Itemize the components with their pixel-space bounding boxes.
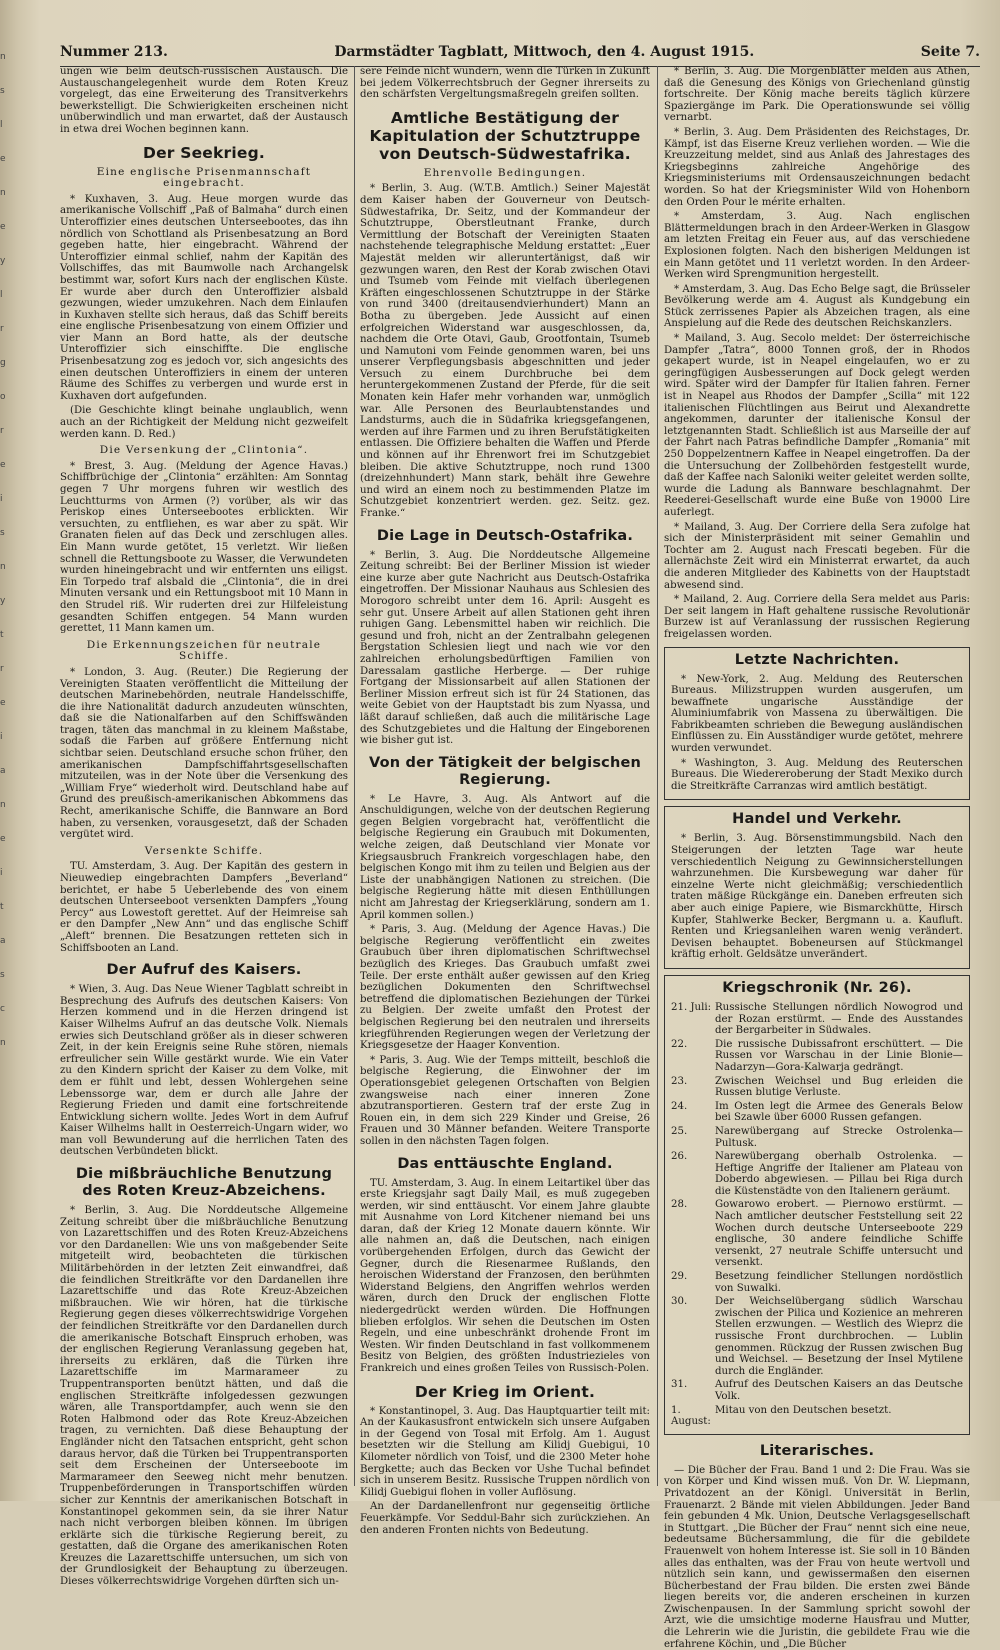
article-paragraph: * Mailand, 2. Aug. Corriere della Sera meldet aus Paris: Der seit langem in Haft gehaltene russische Revolutionär Burzew ist auf Veranlassung der russischen Regierung freigelassen worden. bbox=[664, 594, 970, 640]
edge-fragment: i bbox=[0, 494, 3, 504]
edge-fragment: e bbox=[0, 460, 6, 470]
edge-fragment: e bbox=[0, 222, 6, 232]
editorial-note: (Die Geschichte klingt beinahe unglaublich, wenn auch an der Richtigkeit der Meldung nicht gezweifelt werden kann. D. Red.) bbox=[60, 405, 348, 440]
chronicle-entry bbox=[671, 1076, 963, 1099]
section-heading-handel: Handel und Verkehr. bbox=[732, 811, 902, 828]
edge-fragment: i bbox=[0, 868, 3, 878]
chronicle-text: Zwischen Weichsel und Bug erleiden die Russen blutige Verluste. bbox=[715, 1075, 963, 1099]
section-heading-seekrieg: Der Seekrieg. bbox=[143, 143, 265, 162]
edge-fragment: n bbox=[0, 800, 6, 810]
chronicle-entry bbox=[671, 1405, 963, 1428]
chronicle-text: Besetzung feindlicher Stellungen nordöstlich von Suwalki. bbox=[715, 1271, 963, 1294]
article-paragraph: * Amsterdam, 3. Aug. Nach englischen Blättermeldungen brach in den Ardeer-Werken in Glasgow am letzten Freitag ein Feuer aus, auf das verschiedene Explosionen folgten. Nach den bisherigen Meldungen ist ein Mann getötet und 11 verletzt worden. In den Ardeer-Werken wird Sprengmunition hergestellt. bbox=[664, 211, 970, 281]
article-paragraph: * Berlin, 3. Aug. Die Norddeutsche Allgemeine Zeitung schreibt: Bei der Berliner Mission ist wieder eine kurze aber gute Nachricht aus Deutsch-Ostafrika eingetroffen. Der Missionar Nauhaus aus Schlesien des Morogoro schreibt unter dem 16. April: Ausgeht es sehr gut. Unsere Arbeit auf allen Stationen geht ihren ruhigen Gang. Lebensmittel haben wir reichlich. Die gesund und froh, nicht an der Zentralbahn gelegenen Bergstation Schlesien liegt und nach wie vor den zahlreichen erholungsbedürftigen Familien von Daressalam gastliche Herberge. — Der ruhige Fortgang der Missionsarbeit auf allen Stationen der Berliner Mission erfreut sich ist für 24 Stationen, das weite Gebiet von der Hauptstadt bis zum Nyassa, und läßt darauf schließen, daß auch die militärische Lage des Schutzgebietes und die Haltung der Eingeborenen wie bisher gut ist. bbox=[360, 549, 650, 747]
article-paragraph: * New-York, 2. Aug. Meldung des Reuterschen Bureaus. Milizstruppen wurden ausgerufen, um bewaffnete ungarische Ausständige der Aluminiumfabrik von Massena zu überwältigen. Die Fabrikbeamten schrieben die Bewegung ausländischen Einflüssen zu. Ein Ausständiger wurde getötet, mehrere wurden verwundet. bbox=[671, 673, 963, 755]
article-paragraph: — Die Bücher der Frau. Band 1 und 2: Die Frau. Was sie von Körper und Kind wissen muß. Von Dr. W. Liepmann, Privatdozent an der Königl. Universität in Berlin, Frauenarzt. 2 Bände mit vielen Abbildungen. Jeder Band fein gebunden 4 Mk. Union, Deutsche Verlagsgesellschaft in Stuttgart. „Die Bücher der Frau“ nennt sich eine neue, bedeutsame Büchersammlung, die für die gebildete Frauenwelt von hohem Interesse ist. Sie soll in 10 Bänden alles das enthalten, was der Frau von heute wertvoll und nützlich sein kann, und gewissermaßen den eisernen Bücherbestand der Frau bilden. Die ersten zwei Bände liegen bereits vor, die anderen erscheinen in kurzen Zwischenpausen. In der Sammlung spricht sowohl der Arzt, wie die umsichtige moderne Hausfrau und Mutter, die Lehrerin wie die Juristin, die gebildete Frau wie die erfahrene Köchin, und „Die Bücher bbox=[664, 1464, 970, 1650]
column-3 bbox=[664, 66, 970, 1650]
chronicle-date: 30. bbox=[671, 1296, 688, 1308]
chronicle-date: 22. bbox=[671, 1038, 688, 1050]
edge-fragment: g bbox=[0, 358, 6, 368]
chronicle-entry bbox=[671, 1199, 963, 1269]
article-paragraph: * Berlin, 3. Aug. (W.T.B. Amtlich.) Seiner Majestät dem Kaiser haben der Gouverneur von Deutsch-Südwestafrika, Dr. Seitz, und der Kommandeur der Schutztruppe, Oberstleutnant Franke, durch Vermittlung der Botschaft der Vereinigten Staaten nachstehende telegraphische Meldung erstattet: „Euer Majestät melden wir alleruntertänigst, daß wir gezwungen waren, den Rest der Korab zwischen Otavi und Tsumeb vom Feinde mit vielfach überlegenen Kräften eingeschlossenen Schutztruppe in der Stärke von rund 3400 (dreitausendvierhundert) Mann an Botha zu übergeben. Jede Aussicht auf einen erfolgreichen Widerstand war ausgeschlossen, da, nachdem die Orte Otavi, Gaub, Grootfontain, Tsumeb und Namutoni vom Feinde genommen waren, bei uns unserer Verpflegungsbasis abgeschnitten und jeder Versuch zu einem Durchbruche bei dem heruntergekommenen Zustand der Pferde, für die seit Monaten kein Hafer mehr vorhanden war, unmöglich war. Alle Personen des Beurlaubtenstandes und Landsturms, auch die in Südafrika kriegsgefangenen, werden auf ihre Farmen und zu ihren Berufstätigkeiten entlassen. Die Offiziere behalten die Waffen und Pferde und können auf ihr Ehrenwort frei im Schutzgebiet bleiben. Die aktive Schutztruppe, noch rund 1300 (dreizehnhundert) Mann stark, behält ihre Gewehre und wird an einem noch zu bestimmenden Platze im Schutzgebiet konzentriert werden. gez. Seitz. gez. Franke.“ bbox=[360, 183, 650, 519]
edge-fragment: o bbox=[0, 392, 6, 402]
article-paragraph: * Washington, 3. Aug. Meldung des Reuterschen Bureaus. Die Wiedereroberung der Stadt Mexiko durch die Streitkräfte Carranzas wird amtlich bestätigt. bbox=[671, 757, 963, 792]
article-paragraph: * Kuxhaven, 3. Aug. Heue morgen wurde das amerikanische Vollschiff „Paß of Balmaha“ durch einen Unteroffizier eines deutschen Unterseebootes, das ihn nördlich von Schottland als Prisenbesatzung an Bord gegeben hatte, hier eingebracht. Während der Unteroffizier einmal schlief, nahm der Kapitän des Vollschiffes, das mit Baumwolle nach Archangelsk bestimmt war, sofort Kurs nach der englischen Küste. Er wurde aber durch den Unteroffizier alsbald gezwungen, wieder umzukehren. Nach dem Einlaufen in Kuxhaven stellte sich heraus, daß das Schiff bereits eine englische Prisenbesatzung von einem Offizier und vier Mann an Bord hatte, als der deutsche Unteroffizier sich einschiffte. Die englische Prisenbesatzung zog es jedoch vor, sich angesichts des einen deutschen Unteroffiziers in einem der unteren Räume des Schiffes zu verbergen und wurde erst in Kuxhaven dort aufgefunden. bbox=[60, 193, 348, 402]
article-paragraph: * Brest, 3. Aug. (Meldung der Agence Havas.) Schiffbrüchige der „Clintonia“ erzählten: Am Sonntag gegen 7 Uhr morgens fuhren wir westlich des Leuchtturms von Armen (?) vorüber, als wir das Periskop eines Unterseebootes erblickten. Wir versuchten, zu entfliehen, es war aber zu spät. Wir Granaten fielen auf das Deck und zerschlugen alles. Ein Mann wurde getötet, 15 verletzt. Wir ließen schnell die Rettungsboote zu Wasser, die Verwundeten wurden hineingebracht und wir entfernten uns eiligst. Ein Torpedo traf alsbald die „Clintonia“, die in drei Minuten versank und ein Rettungsboot mit 10 Mann in den Strudel riß. Wir ruderten drei zur Hilfeleistung gesandten Schiffen entgegen. 54 Mann wurden gerettet, 11 Mann kamen um. bbox=[60, 460, 348, 635]
chronicle-text: Die russische Dubissafront erschüttert. — Die Russen vor Warschau in der Linie Blonie—Nadarzyn—Gora-Kalwarja gedrängt. bbox=[715, 1038, 963, 1073]
section-heading-aufruf: Der Aufruf des Kaisers. bbox=[106, 962, 302, 979]
article-paragraph: * Mailand, 3. Aug. Der Corriere della Sera zufolge hat sich der Ministerpräsident mit seiner Gemahlin und Tochter am 2. August nach Frescati begeben. Für die allernächste Zeit wird ein Ministerrat erwartet, da auch die anderen Mitglieder des Kabinetts von der Hauptstadt abwesend sind. bbox=[664, 521, 970, 591]
article-paragraph: * Berlin, 3. Aug. Börsenstimmungsbild. Nach den Steigerungen der letzten Tage war heute verschiedentlich Neigung zu Gewinnsicherstellungen wahrzunehmen. Die Kursbewegung war daher für einzelne Werte nicht gleichmäßig; verschiedentlich traten mäßige Rückgänge ein. Daneben erfreuten sich aber auch einige Papiere, wie Bismarckhütte, Hirsch Kupfer, Stahlwerke Becker, Bergmann u. a. Kaufluft. Renten und Kriegsanleihen waren wenig verändert. Devisen behauptet. Bobeneursen auf Stückmangel kräftig erholt. Geldsätze unverändert. bbox=[671, 833, 963, 961]
section-heading-england: Das enttäuschte England. bbox=[397, 1155, 613, 1172]
chronicle-entry bbox=[671, 1002, 963, 1037]
page-header bbox=[60, 44, 980, 67]
edge-fragment: c bbox=[0, 1004, 5, 1014]
article-continuation: ungen wie beim deutsch-russischen Austausch. Die Austauschangelegenheit wurde dem Roten Kreuz vorgelegt, das eine Erweiterung des Transitverkehrs bewerkstelligt. Die Schwierigkeiten erscheinen nicht unüberwindlich und man erwartet, daß der Austausch in etwa drei Wochen beginnen kann. bbox=[60, 66, 348, 135]
chronicle-entry bbox=[671, 1271, 963, 1294]
edge-fragment: s bbox=[0, 970, 5, 980]
chronicle-date: 28. bbox=[671, 1199, 688, 1211]
article-subheading: Die Versenkung der „Clintonia“. bbox=[99, 444, 309, 457]
section-heading-belgien: Von der Tätigkeit der belgischen Regierung. bbox=[368, 754, 642, 788]
edge-fragment: t bbox=[0, 902, 4, 912]
chronicle-text: Russische Stellungen nördlich Nowogrod und der Rozan erstürmt. — Ende des Ausstandes der Bergarbeiter in Südwales. bbox=[715, 1001, 963, 1037]
section-heading-suedwestafrika: Amtliche Bestätigung der Kapitulation der Schutztruppe von Deutsch-Südwestafrika. bbox=[369, 108, 641, 163]
section-heading-literarisches: Literarisches. bbox=[759, 1442, 875, 1459]
edge-fragment: y bbox=[0, 256, 6, 266]
edge-fragment: n bbox=[0, 1038, 6, 1048]
page-number: Seite 7. bbox=[920, 44, 980, 60]
article-paragraph: * Paris, 3. Aug. Wie der Temps mitteilt, beschloß die belgische Regierung, die Einwohner der im Operationsgebiet gelegenen Ortschaften von Belgien zwangsweise nach einer inneren Zone abzutransportieren. Gestern traf der erste Zug in Rouen ein, in dem sich 229 Kinder und Greise, 26 Frauen und 30 Männer befanden. Weitere Transporte sollen in den nächsten Tagen folgen. bbox=[360, 1054, 650, 1147]
edge-fragment: t bbox=[0, 630, 4, 640]
chronicle-text: Aufruf des Deutschen Kaisers an das Deutsche Volk. bbox=[715, 1379, 963, 1402]
article-paragraph: * Paris, 3. Aug. (Meldung der Agence Havas.) Die belgische Regierung veröffentlicht ein zweites Graubuch über ihren diplomatischen Schriftwechsel bezüglich des Krieges. Das Graubuch umfaßt zwei Teile. Der erste enthält außer gewissen auf den Krieg bezüglichen Dokumenten den Schriftwechsel betreffend die diplomatischen Beziehungen der Türkei zu Belgien. Der zweite umfaßt den Protest der belgischen Regierung bei den neutralen und ihrerseits kriegführenden Regierungen wegen der Verletzung der Kriegsgesetze der Haager Konvention. bbox=[360, 924, 650, 1052]
edge-fragment: l bbox=[0, 290, 3, 300]
chronicle-date: 31. bbox=[671, 1379, 688, 1391]
chronicle-text: Im Osten legt die Armee des Generals Below bei Szawle über 6000 Russen gefangen. bbox=[715, 1100, 963, 1124]
issue-number: Nummer 213. bbox=[60, 44, 168, 60]
edge-fragment: e bbox=[0, 834, 6, 844]
article-paragraph: * Mailand, 3. Aug. Secolo meldet: Der österreichische Dampfer „Tatra“, 8000 Tonnen groß, der in Rhodos gekapert wurde, ist in Neapel eingelaufen, wo er zu geringfügigen Ausbesserungen auf Dock gelegt werden wird. Später wird der Dampfer für Italien fahren. Ferner ist in Neapel aus Rhodos der Dampfer „Scilla“ mit 122 italienischen Flüchtlingen aus Beirut und Alexandrette angekommen, darunter der italienische Konsul der letztgenannten Stadt. Schließlich ist aus Marseille der auf der Fahrt nach Patras befindliche Dampfer „Romania“ mit 250 Doppelzentnern Kaffee in Neapel eingetroffen. Da der die Untersuchung der Zollbehörden festgestellt wurde, daß der Kaffee nach Saloniki weiter geleitet werden sollte, wurde die Ladung als Bannware beschlagnahmt. Der Reederei-Gesellschaft wurde eine Buße von 19000 Lire auferlegt. bbox=[664, 333, 970, 518]
article-subheading: Eine englische Prisenmannschaft eingebracht. bbox=[96, 165, 312, 190]
handel-box bbox=[664, 806, 970, 969]
section-heading-ostafrika: Die Lage in Deutsch-Ostafrika. bbox=[376, 527, 634, 544]
edge-fragment: s bbox=[0, 528, 5, 538]
edge-fragment: r bbox=[0, 426, 4, 436]
chronicle-text: Narewübergang oberhalb Ostrolenka. — Heftige Angriffe der Italiener am Plateau von Doberdo abgewiesen. — Pillau bei Riga durch die Küstenstädte von den Italienern geräumt. bbox=[715, 1151, 963, 1197]
article-paragraph: * London, 3. Aug. (Reuter.) Die Regierung der Vereinigten Staaten veröffentlicht die Mitteilung der deutschen Marinebehörden, neutrale Handelsschiffe, die ihre Nationalität dadurch anzudeuten wünschten, daß sie die Nationalfarben auf den Schiffswänden tragen, täten das manchmal in zu kleinem Maßstabe, sodaß die Farben auf größere Entfernung nicht sichtbar seien. Deutschland ersuche schon früher, den amerikanischen Dampfschiffahrtsgesellschaften mitzuteilen, was in der Note über die Versenkung des „William Frye“ wiederholt wird. Deutschland habe auf Grund des preußisch-amerikanischen Abkommens das Recht, amerikanische Schiffe, die Bannware an Bord haben, zu versenken, vorausgesetzt, daß der Schaden vergütet wird. bbox=[60, 666, 348, 841]
edge-fragment: e bbox=[0, 698, 6, 708]
edge-fragment: r bbox=[0, 324, 4, 334]
chronicle-text: Narewübergang auf Strecke Ostrolenka—Pultusk. bbox=[715, 1125, 963, 1149]
chronicle-date: 29. bbox=[671, 1271, 688, 1283]
section-heading-letzte: Letzte Nachrichten. bbox=[734, 651, 900, 668]
chronicle-entry bbox=[671, 1151, 963, 1197]
chronicle-date: 21. Juli: bbox=[671, 1001, 712, 1013]
chronicle-entry bbox=[671, 1379, 963, 1402]
article-paragraph: * Berlin, 3. Aug. Dem Präsidenten des Reichstages, Dr. Kämpf, ist das Eiserne Kreuz verliehen worden. — Wie die Kreuzzeitung meldet, sind aus Anlaß des Jahrestages des Kriegsbeginns zahlreiche Angehörige des Kriegsministeriums mit Ordensauszeichnungen bedacht worden. So hat der Kriegsminister Wild von Hohenborn den Orden Pour le mérite erhalten. bbox=[664, 126, 970, 208]
article-subheading: Die Erkennungszeichen für neutrale Schiffe. bbox=[86, 638, 322, 663]
edge-fragment: r bbox=[0, 664, 4, 674]
section-heading-kriegschronik: Kriegschronik (Nr. 26). bbox=[722, 979, 912, 996]
edge-fragment: y bbox=[0, 596, 6, 606]
article-paragraph: * Le Havre, 3. Aug. Als Antwort auf die Anschuldigungen, welche von der deutschen Regierung gegen Belgien vorgebracht hat, veröffentlicht die belgische Regierung ein Graubuch mit Dokumenten, welche zeigen, daß Deutschland vier Monate vor Kriegsausbruch Frankreich vorgeschlagen habe, den belgischen Kongo mit ihm zu teilen und Belgien aus der Liste der unabhängigen Nationen zu streichen. (Die belgische Regierung hätte mit diesen Enthüllungen nicht am Jahrestag der Kriegserklärung, sondern am 1. April kommen sollen.) bbox=[360, 793, 650, 921]
edge-fragment: n bbox=[0, 188, 6, 198]
edge-fragment: s bbox=[0, 86, 5, 96]
article-paragraph: * Konstantinopel, 3. Aug. Das Hauptquartier teilt mit: An der Kaukasusfront entwickeln sich unsere Aufgaben in der Gegend von Tosal mit Erfolg. Am 1. August besetzten wir die Stellung am Kilidj Guebigui, 10 Kilometer nördlich von Toisf, und die 2300 Meter hohe Bergkette; auch das Becken vor Ushe Tuchal befindet sich in unserem Besitz. Russische Truppen nördlich von Kilidj Guebigui flohen in voller Auflösung. bbox=[360, 1405, 650, 1498]
letzte-nachrichten-box bbox=[664, 647, 970, 801]
chronicle-entry bbox=[671, 1039, 963, 1074]
chronicle-entry bbox=[671, 1101, 963, 1124]
column-rule bbox=[354, 66, 355, 1486]
chronicle-date: 24. bbox=[671, 1100, 688, 1112]
article-paragraph: * Berlin, 3. Aug. Die Morgenblätter melden aus Athen, daß die Genesung des Königs von Griechenland günstig fortschreite. Der König mache bereits täglich kürzere Spaziergänge im Park. Die Operationswunde sei völlig vernarbt. bbox=[664, 66, 970, 124]
edge-fragment: e bbox=[0, 154, 6, 164]
edge-fragment: n bbox=[0, 52, 6, 62]
chronicle-text: Mitau von den Deutschen besetzt. bbox=[715, 1404, 892, 1416]
edge-fragment: i bbox=[0, 732, 3, 742]
edge-fragment: a bbox=[0, 766, 6, 776]
edge-fragment: a bbox=[0, 936, 6, 946]
adjacent-page-edge bbox=[0, 40, 18, 1480]
chronicle-text: Der Weichselübergang südlich Warschau zwischen der Pilica und Kozienice an mehreren Stellen erzwungen. — Westlich des Wieprz die russische Front durchbrochen. — Lublin genommen. Rückzug der Russen zwischen Bug und Weichsel. — Besetzung der Insel Mytilene durch die Engländer. bbox=[715, 1296, 963, 1377]
chronicle-text: Gowarowo erobert. — Piernowo erstürmt. — Nach amtlicher deutscher Feststellung seit 22 Wochen durch deutsche Unterseeboote 229 englische, 30 andere feindliche Schiffe versenkt, 27 neutrale Schiffe untersucht und versenkt. bbox=[715, 1199, 963, 1269]
edge-fragment: n bbox=[0, 562, 6, 572]
kriegschronik-box bbox=[664, 975, 970, 1435]
article-paragraph: An der Dardanellenfront nur gegenseitig örtliche Feuerkämpfe. Vor Seddul-Bahr sich zurückziehen. An den anderen Fronten nichts von Bedeutung. bbox=[360, 1501, 650, 1536]
chronicle-entry bbox=[671, 1126, 963, 1149]
edge-fragment: l bbox=[0, 120, 3, 130]
chronicle-date: 25. bbox=[671, 1125, 688, 1137]
column-1 bbox=[60, 66, 348, 1588]
article-paragraph: TU. Amsterdam, 3. Aug. Der Kapitän des gestern in Nieuwediep eingebrachten Dampfers „Beverland“ berichtet, er habe 5 Ueberlebende des von einem deutschen Unterseeboot versenkten Dampfers „Young Percy“ aus Lowestoft gerettet. Auf der Heimreise sah er den Dampfer „New Ann“ und das englische Schiff „Aleft“ brennen. Die Besatzungen retteten sich in Schiffsbooten an Land. bbox=[60, 861, 348, 954]
column-2 bbox=[360, 66, 650, 1536]
article-continuation: sere Feinde nicht wundern, wenn die Türken in Zukunft bei jedem Völkerrechtsbruch der Gegner ihrerseits zu den schärfsten Vergeltungsmaßregeln greifen sollten. bbox=[360, 66, 650, 101]
chronicle-date: 23. bbox=[671, 1075, 688, 1087]
column-rule bbox=[657, 66, 658, 1486]
chronicle-entry bbox=[671, 1296, 963, 1377]
chronicle-date: 26. bbox=[671, 1151, 688, 1163]
article-paragraph: * Amsterdam, 3. Aug. Das Echo Belge sagt, die Brüsseler Bevölkerung werde am 4. August als Kundgebung ein Stück zerrissenes Papier als Abzeichen tragen, als eine Anspielung auf die Rede des deutschen Reichskanzlers. bbox=[664, 283, 970, 330]
chronicle-list bbox=[671, 1002, 963, 1428]
section-heading-rotes-kreuz: Die mißbräuchliche Benutzung des Roten Kreuz-Abzeichens. bbox=[75, 1166, 333, 1200]
article-subheading: Ehrenvolle Bedingungen. bbox=[423, 166, 587, 179]
article-paragraph: * Berlin, 3. Aug. Die Norddeutsche Allgemeine Zeitung schreibt über die mißbräuchliche Benutzung von Lazarettschiffen und des Roten Kreuz-Abzeichens vor den Dardanellen: Wie uns von maßgebender Seite mitgeteilt wird, beobachteten die türkischen Militärbehörden in der letzten Zeit einwandfrei, daß die feindlichen Streitkräfte vor den Dardanellen ihre Lazarettschiffe und das Rote Kreuz-Abzeichen mißbrauchen. Wie wir hören, hat die türkische Regierung gegen dieses völkerrechtswidrige Vorgehen der feindlichen Streitkräfte vor den Dardanellen durch die amerikanische Botschaft Einspruch erhoben, was der englischen Regierung Veranlassung gegeben hat, ihrerseits zu erklären, daß die Türken ihre Lazarettschiffe im Marmarameer zu Truppentransporten benützt hätten, und daß die englischen Streitkräfte infolgedessen gezwungen wären, alle Transportdampfer, auch wenn sie den Roten Halbmond oder das Rote Kreuz-Abzeichen tragen, zu vernichten. Daß diese Behauptung der Engländer nicht den Tatsachen entspricht, geht schon daraus hervor, daß die Türken bei Truppentransporten seit dem Erscheinen der Unterseeboote im Marmarameer den Seeweg nicht mehr benutzen. Truppenbeförderungen in Transportschiffen würden sicher zur Kenntnis der amerikanischen Botschaft in Konstantinopel gekommen sein, da sie ihrer Natur nach nicht verborgen bleiben können. Im übrigen erklärte sich die türkische Regierung bereit, zu gestatten, daß die Organe des amerikanischen Roten Kreuzes die Lazarettschiffe untersuchen, um sich von der Grundlosigkeit der Behauptung zu überzeugen. Dieses völkerrechtswidrige Vorgehen dürften sich un- bbox=[60, 1205, 348, 1588]
article-paragraph: TU. Amsterdam, 3. Aug. In einem Leitartikel über das erste Kriegsjahr sagt Daily Mail, es muß zugegeben werden, wir sind enttäuscht. Vor einem Jahre glaubte mit Ausnahme von Lord Kitchener niemand bei uns daran, daß der Krieg 12 Monate dauern könnte. Wir alle nahmen an, daß die Deutschen, nach einigen vorübergehenden Erfolgen, durch das Gewicht der Gegner, durch die Riesenarmee Rußlands, den heroischen Widerstand der Franzosen, den berühmten Widerstand Belgiens, den Angriffen wehrlos werden wären, durch den Druck der englischen Flotte niedergedrückt werden würden. Die Hoffnungen blieben erfolglos. Wir sehen die Deutschen im Osten Regeln, und eine unbeschränkt drohende Front im Westen. Wir finden Deutschland in fast vollkommenem Besitz von Belgien, des größten Industriezieles von Frankreich und eines großen Teiles von Russisch-Polen. bbox=[360, 1177, 650, 1374]
article-subheading: Versenkte Schiffe. bbox=[144, 844, 264, 857]
article-paragraph: * Wien, 3. Aug. Das Neue Wiener Tagblatt schreibt in Besprechung des Aufrufs des deutschen Kaisers: Von Herzen kommend und in die Herzen dringend ist Kaiser Wilhelms Aufruf an das deutsche Volk. Niemals erwies sich Deutschland größer als in dieser schweren Zeit, in der kein Ereignis seine Ruhe stören, niemals erfreulicher sein Wille gestärkt wurde. Wie ein Vater zu den Kindern spricht der Kaiser zu dem Volke, mit dem er fühlt und lebt, dessen Wohlergehen seine Lebenssorge war, dem er durch alle Jahre der Regierung Frieden und damit eine fortschreitende Entwicklung sichern wollte. Jedes Wort in dem Aufruf Kaiser Wilhelms hallt in Oesterreich-Ungarn wider, wo man voll Bewunderung auf die herrlichen Taten des deutschen Verbündeten blickt. bbox=[60, 984, 348, 1158]
masthead-date: Darmstädter Tagblatt, Mittwoch, den 4. August 1915. bbox=[334, 44, 755, 60]
chronicle-date: 1. August: bbox=[671, 1404, 711, 1428]
section-heading-orient: Der Krieg im Orient. bbox=[414, 1382, 596, 1401]
